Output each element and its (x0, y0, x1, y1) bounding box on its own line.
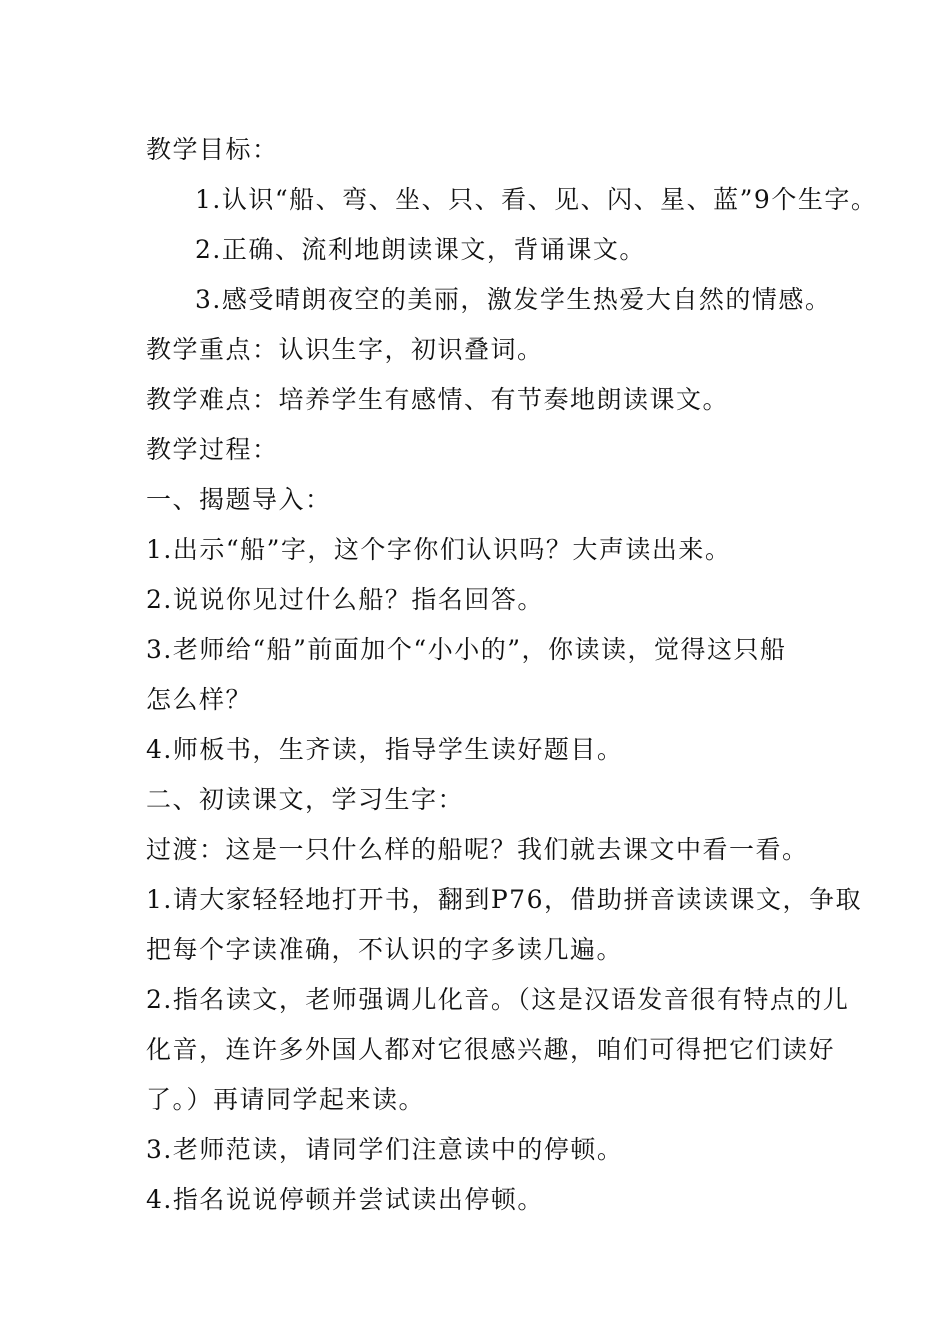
paragraph-line: 了。）再请同学起来读。 (146, 1085, 426, 1114)
section-heading-1: 一、揭题导入： (146, 485, 332, 514)
goal-item-1: 1.认识“船、弯、坐、只、看、见、闪、星、蓝”9个生字。 (195, 185, 878, 214)
heading-teaching-goals: 教学目标： (146, 135, 279, 164)
paragraph-line: 1.出示“船”字，这个字你们认识吗？大声读出来。 (146, 535, 732, 564)
goal-item-3: 3.感受晴朗夜空的美丽，激发学生热爱大自然的情感。 (195, 285, 832, 314)
paragraph-line: 2.指名读文，老师强调儿化音。（这是汉语发音很有特点的儿 (146, 985, 850, 1014)
section-heading-2: 二、初读课文，学习生字： (146, 785, 465, 814)
goal-item-2: 2.正确、流利地朗读课文，背诵课文。 (195, 235, 646, 264)
paragraph-line: 3.老师给“船”前面加个“小小的”，你读读，觉得这只船 (146, 635, 787, 664)
paragraph-line: 化音，连许多外国人都对它很感兴趣，咱们可得把它们读好 (146, 1035, 836, 1064)
teaching-difficulty: 教学难点：培养学生有感情、有节奏地朗读课文。 (146, 385, 730, 414)
paragraph-line: 3.老师范读，请同学们注意读中的停顿。 (146, 1135, 624, 1164)
paragraph-line: 4.指名说说停顿并尝试读出停顿。 (146, 1185, 544, 1214)
paragraph-line: 4.师板书，生齐读，指导学生读好题目。 (146, 735, 624, 764)
teaching-focus: 教学重点：认识生字，初识叠词。 (146, 335, 544, 364)
heading-teaching-process: 教学过程： (146, 435, 279, 464)
paragraph-line: 过渡：这是一只什么样的船呢？我们就去课文中看一看。 (146, 835, 809, 864)
paragraph-line: 2.说说你见过什么船？指名回答。 (146, 585, 544, 614)
paragraph-line: 怎么样？ (146, 685, 253, 714)
paragraph-line: 1.请大家轻轻地打开书，翻到P76，借助拼音读读课文，争取 (146, 885, 862, 914)
paragraph-line: 把每个字读准确，不认识的字多读几遍。 (146, 935, 624, 964)
